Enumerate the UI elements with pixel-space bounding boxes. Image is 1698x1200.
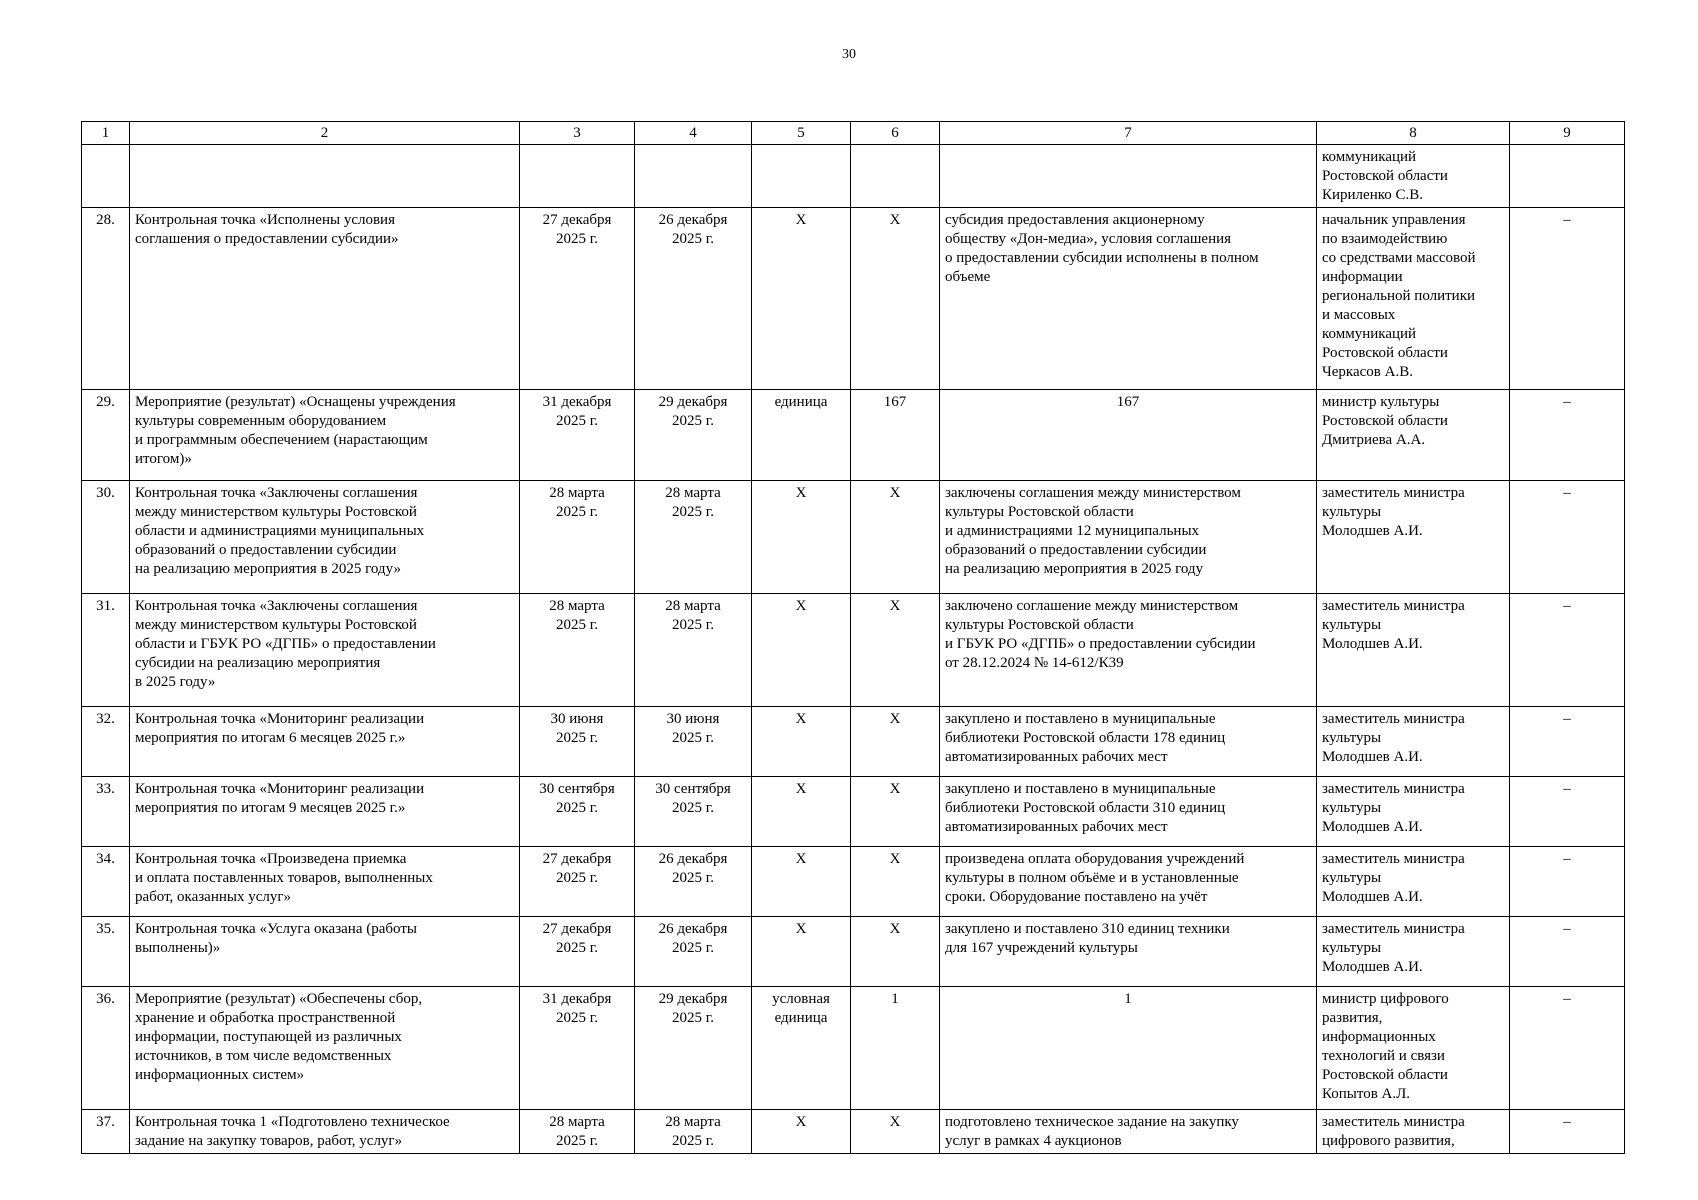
plan-date: 30 июня 2025 г.	[520, 707, 635, 777]
unit	[752, 145, 851, 208]
fact-info: закуплено и поставлено в муниципальные библиотеки Ростовской области 310 единиц автоматизированных рабочих мест	[940, 777, 1317, 847]
fact-info: 167	[940, 390, 1317, 481]
fact-info: закуплено и поставлено 310 единиц техники для 167 учреждений культуры	[940, 917, 1317, 987]
plan-date: 31 декабря 2025 г.	[520, 390, 635, 481]
unit: Х	[752, 594, 851, 707]
plan-value: Х	[851, 208, 940, 390]
plan-date: 27 декабря 2025 г.	[520, 208, 635, 390]
unit: Х	[752, 777, 851, 847]
table-row	[82, 1110, 1625, 1154]
plan-date: 30 сентября 2025 г.	[520, 777, 635, 847]
note: –	[1510, 707, 1625, 777]
event-name: Контрольная точка «Услуга оказана (работы выполнены)»	[130, 917, 520, 987]
note: –	[1510, 1110, 1625, 1154]
responsible: начальник управления по взаимодействию со средствами массовой информации региональной политики и массовых коммуникаций Ростовской области Черкасов А.В.	[1317, 208, 1510, 390]
fact-info: 1	[940, 987, 1317, 1110]
plan-date: 31 декабря 2025 г.	[520, 987, 635, 1110]
note: –	[1510, 594, 1625, 707]
fact-date: 26 декабря 2025 г.	[635, 208, 752, 390]
plan-value: Х	[851, 917, 940, 987]
fact-info: закуплено и поставлено в муниципальные библиотеки Ростовской области 178 единиц автоматизированных рабочих мест	[940, 707, 1317, 777]
plan-date: 28 марта 2025 г.	[520, 594, 635, 707]
table-row	[82, 390, 1625, 481]
event-name	[130, 145, 520, 208]
plan-value: Х	[851, 777, 940, 847]
table-row	[82, 208, 1625, 390]
row-number: 36.	[82, 987, 130, 1110]
fact-date: 28 марта 2025 г.	[635, 481, 752, 594]
column-header: 4	[635, 122, 752, 145]
table-row	[82, 917, 1625, 987]
fact-date: 29 декабря 2025 г.	[635, 987, 752, 1110]
note: –	[1510, 481, 1625, 594]
event-name: Мероприятие (результат) «Оснащены учреждения культуры современным оборудованием и программным обеспечением (нарастающим итогом)»	[130, 390, 520, 481]
responsible: заместитель министра культуры Молодшев А.И.	[1317, 917, 1510, 987]
plan-value: Х	[851, 847, 940, 917]
column-header: 1	[82, 122, 130, 145]
fact-info: произведена оплата оборудования учреждений культуры в полном объёме и в установленные сроки. Оборудование поставлено на учёт	[940, 847, 1317, 917]
table-row	[82, 987, 1625, 1110]
plan-date: 28 марта 2025 г.	[520, 481, 635, 594]
row-number: 32.	[82, 707, 130, 777]
row-number	[82, 145, 130, 208]
row-number: 31.	[82, 594, 130, 707]
event-name: Контрольная точка «Заключены соглашения между министерством культуры Ростовской области и администрациями муниципальных образований о предоставлении субсидии на реализацию мероприятия в 2025 году»	[130, 481, 520, 594]
column-number-row	[82, 122, 1625, 145]
unit: условная единица	[752, 987, 851, 1110]
unit: Х	[752, 1110, 851, 1154]
fact-date: 30 сентября 2025 г.	[635, 777, 752, 847]
fact-info: заключено соглашение между министерством культуры Ростовской области и ГБУК РО «ДГПБ» о предоставлении субсидии от 28.12.2024 № 14-612/К39	[940, 594, 1317, 707]
plan-date: 28 марта 2025 г.	[520, 1110, 635, 1154]
column-header: 9	[1510, 122, 1625, 145]
responsible: заместитель министра культуры Молодшев А.И.	[1317, 847, 1510, 917]
fact-date: 26 декабря 2025 г.	[635, 917, 752, 987]
row-number: 34.	[82, 847, 130, 917]
fact-date: 28 марта 2025 г.	[635, 594, 752, 707]
responsible: министр культуры Ростовской области Дмитриева А.А.	[1317, 390, 1510, 481]
table-row	[82, 594, 1625, 707]
column-header: 7	[940, 122, 1317, 145]
fact-info: заключены соглашения между министерством культуры Ростовской области и администрациями 12 муниципальных образований о предоставлении субсидии на реализацию мероприятия в 2025 году	[940, 481, 1317, 594]
note: –	[1510, 390, 1625, 481]
unit: Х	[752, 847, 851, 917]
column-header: 5	[752, 122, 851, 145]
plan-value: Х	[851, 594, 940, 707]
responsible: заместитель министра культуры Молодшев А.И.	[1317, 777, 1510, 847]
table-row	[82, 145, 1625, 208]
unit: Х	[752, 208, 851, 390]
responsible: заместитель министра культуры Молодшев А.И.	[1317, 594, 1510, 707]
plan-date	[520, 145, 635, 208]
unit: Х	[752, 707, 851, 777]
event-name: Контрольная точка «Заключены соглашения между министерством культуры Ростовской области и ГБУК РО «ДГПБ» о предоставлении субсидии на реализацию мероприятия в 2025 году»	[130, 594, 520, 707]
responsible: заместитель министра культуры Молодшев А.И.	[1317, 481, 1510, 594]
plan-date: 27 декабря 2025 г.	[520, 917, 635, 987]
table-row	[82, 847, 1625, 917]
column-header: 8	[1317, 122, 1510, 145]
fact-date: 29 декабря 2025 г.	[635, 390, 752, 481]
event-name: Контрольная точка «Исполнены условия соглашения о предоставлении субсидии»	[130, 208, 520, 390]
note: –	[1510, 208, 1625, 390]
column-header: 2	[130, 122, 520, 145]
event-name: Контрольная точка «Мониторинг реализации мероприятия по итогам 9 месяцев 2025 г.»	[130, 777, 520, 847]
row-number: 29.	[82, 390, 130, 481]
row-number: 30.	[82, 481, 130, 594]
event-name: Контрольная точка «Произведена приемка и оплата поставленных товаров, выполненных работ, оказанных услуг»	[130, 847, 520, 917]
row-number: 28.	[82, 208, 130, 390]
table-row	[82, 707, 1625, 777]
plan-value: Х	[851, 707, 940, 777]
fact-info: субсидия предоставления акционерному обществу «Дон-медиа», условия соглашения о предоставлении субсидии исполнены в полном объеме	[940, 208, 1317, 390]
fact-date: 26 декабря 2025 г.	[635, 847, 752, 917]
fact-date: 28 марта 2025 г.	[635, 1110, 752, 1154]
plan-value: Х	[851, 481, 940, 594]
unit: единица	[752, 390, 851, 481]
column-header: 6	[851, 122, 940, 145]
event-name: Мероприятие (результат) «Обеспечены сбор, хранение и обработка пространственной информации, поступающей из различных источников, в том числе ведомственных информационных систем»	[130, 987, 520, 1110]
plan-value: 1	[851, 987, 940, 1110]
responsible: заместитель министра цифрового развития,	[1317, 1110, 1510, 1154]
note: –	[1510, 847, 1625, 917]
note: –	[1510, 917, 1625, 987]
fact-info: подготовлено техническое задание на закупку услуг в рамках 4 аукционов	[940, 1110, 1317, 1154]
plan-value: Х	[851, 1110, 940, 1154]
responsible: коммуникаций Ростовской области Кириленко С.В.	[1317, 145, 1510, 208]
responsible: заместитель министра культуры Молодшев А.И.	[1317, 707, 1510, 777]
page-number: 30	[842, 47, 856, 62]
note: –	[1510, 777, 1625, 847]
row-number: 33.	[82, 777, 130, 847]
note	[1510, 145, 1625, 208]
row-number: 37.	[82, 1110, 130, 1154]
note: –	[1510, 987, 1625, 1110]
unit: Х	[752, 481, 851, 594]
plan-value: 167	[851, 390, 940, 481]
fact-date: 30 июня 2025 г.	[635, 707, 752, 777]
fact-info	[940, 145, 1317, 208]
event-name: Контрольная точка «Мониторинг реализации мероприятия по итогам 6 месяцев 2025 г.»	[130, 707, 520, 777]
table-row	[82, 481, 1625, 594]
plan-value	[851, 145, 940, 208]
event-name: Контрольная точка 1 «Подготовлено техническое задание на закупку товаров, работ, услуг»	[130, 1110, 520, 1154]
column-header: 3	[520, 122, 635, 145]
unit: Х	[752, 917, 851, 987]
responsible: министр цифрового развития, информационных технологий и связи Ростовской области Копытов А.Л.	[1317, 987, 1510, 1110]
row-number: 35.	[82, 917, 130, 987]
report-table	[81, 121, 1625, 1154]
fact-date	[635, 145, 752, 208]
table-row	[82, 777, 1625, 847]
plan-date: 27 декабря 2025 г.	[520, 847, 635, 917]
